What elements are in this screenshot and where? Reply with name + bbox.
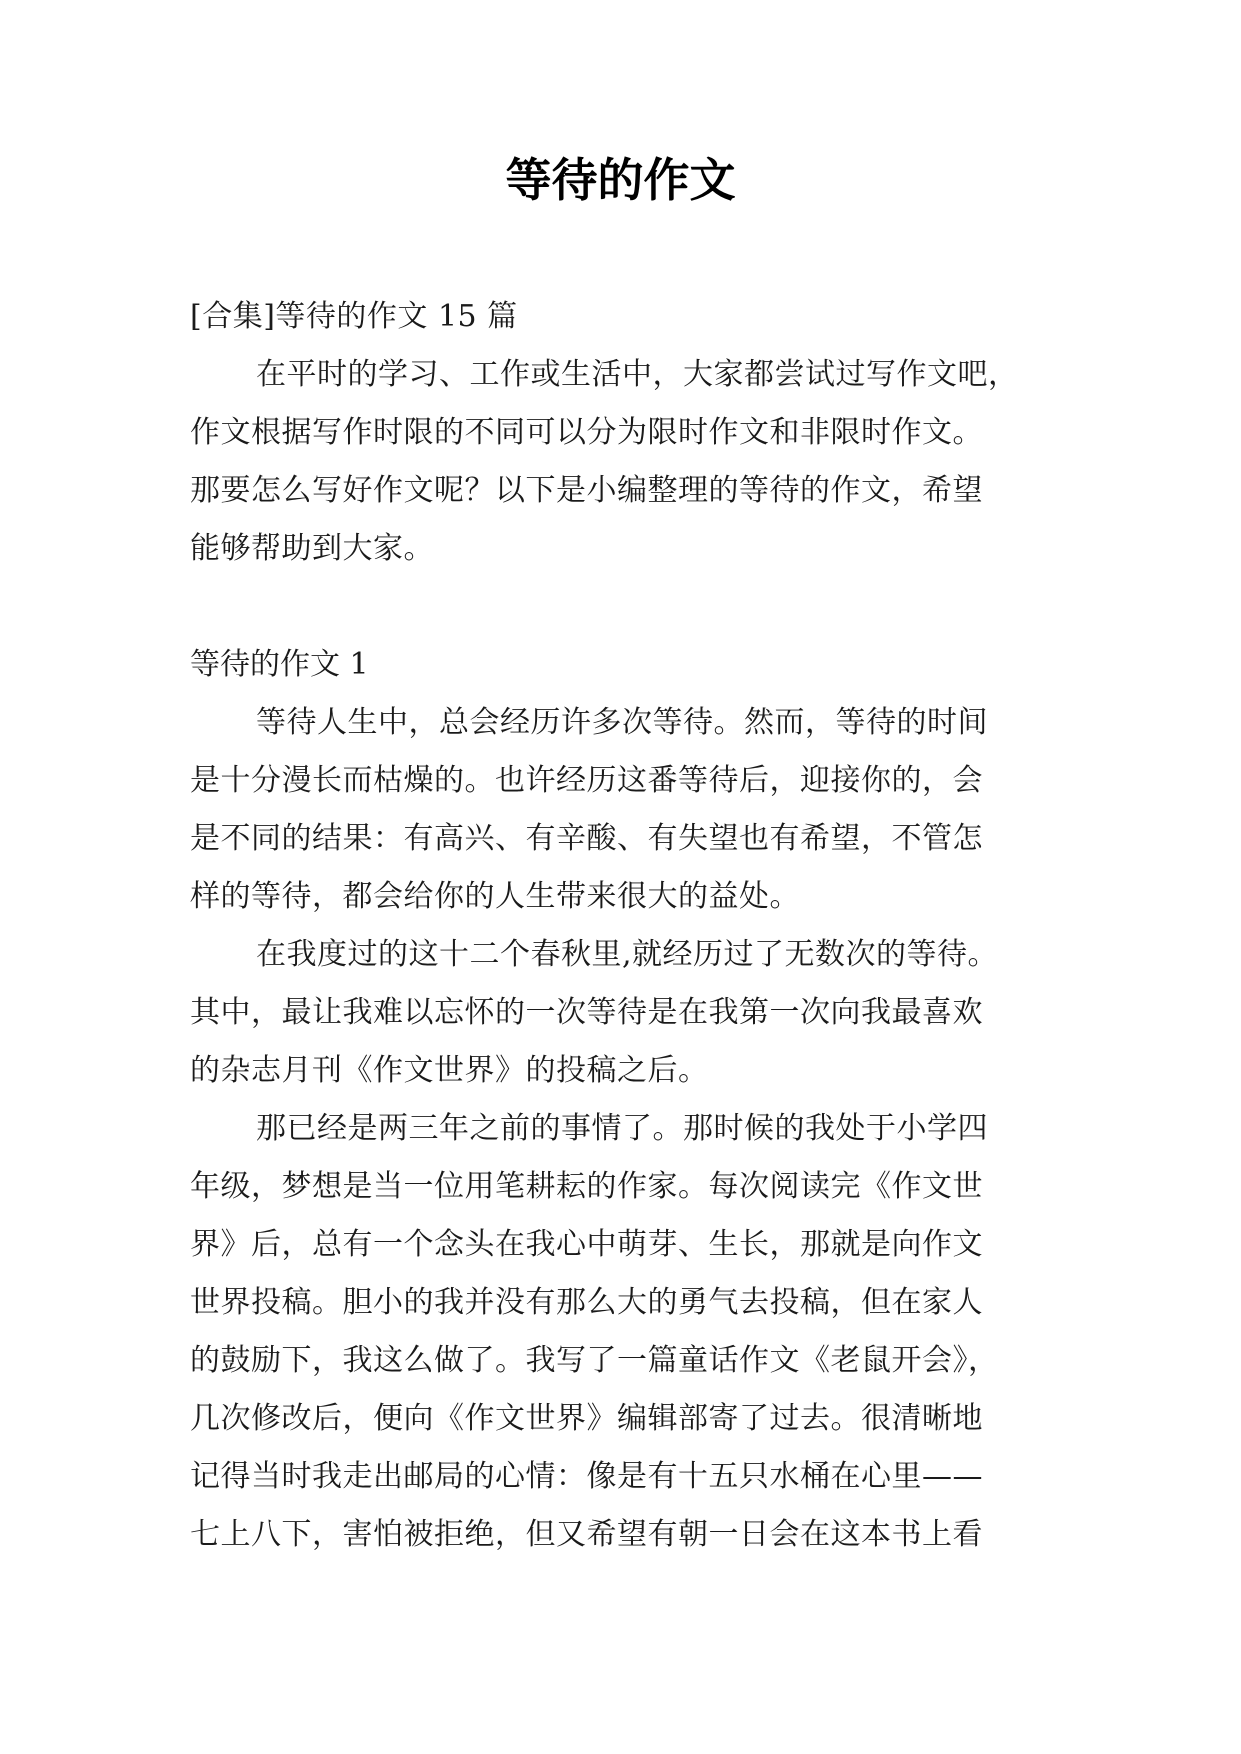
essay-paragraph xyxy=(190,926,1052,1100)
paragraph-line: 七上八下，害怕被拒绝，但又希望有朝一日会在这本书上看 xyxy=(190,1517,983,1552)
essay-paragraph xyxy=(190,694,1052,926)
document-body xyxy=(190,288,1052,1564)
document-title: 等待的作文 xyxy=(505,153,736,207)
paragraph-line: 是十分漫长而枯燥的。也许经历这番等待后，迎接你的，会 xyxy=(190,763,983,798)
paragraph-line: 能够帮助到大家。 xyxy=(190,531,434,566)
paragraph-line: 几次修改后，便向《作文世界》编辑部寄了过去。很清晰地 xyxy=(190,1401,983,1436)
paragraph-line: 作文根据写作时限的不同可以分为限时作文和非限时作文。 xyxy=(190,415,983,450)
paragraph-line: 世界投稿。胆小的我并没有那么大的勇气去投稿，但在家人 xyxy=(190,1285,983,1320)
paragraph-line: 的鼓励下，我这么做了。我写了一篇童话作文《老鼠开会》， xyxy=(190,1343,999,1378)
paragraph-line: 样的等待，都会给你的人生带来很大的益处。 xyxy=(190,879,800,914)
paragraph-line: 在我度过的这十二个春秋里,就经历过了无数次的等待。 xyxy=(256,937,999,972)
paragraph-line: 记得当时我走出邮局的心情：像是有十五只水桶在心里—— xyxy=(190,1459,983,1494)
paragraph-line: 那已经是两三年之前的事情了。那时候的我处于小学四 xyxy=(256,1111,988,1146)
paragraph-line: 的杂志月刊《作文世界》的投稿之后。 xyxy=(190,1053,709,1088)
section-spacer xyxy=(190,578,1052,636)
essay-heading: 等待的作文 1 xyxy=(190,647,369,682)
paragraph-line: 年级，梦想是当一位用笔耕耘的作家。每次阅读完《作文世 xyxy=(190,1169,983,1204)
paragraph-line: 其中，最让我难以忘怀的一次等待是在我第一次向我最喜欢 xyxy=(190,995,983,1030)
paragraph-line: 在平时的学习、工作或生活中，大家都尝试过写作文吧， xyxy=(256,357,1019,392)
paragraph-line: 那要怎么写好作文呢？以下是小编整理的等待的作文，希望 xyxy=(190,473,983,508)
collection-heading: [合集]等待的作文 15 篇 xyxy=(190,299,518,334)
essay-paragraph xyxy=(190,1100,1052,1564)
paragraph-line: 等待人生中，总会经历许多次等待。然而，等待的时间 xyxy=(256,705,988,740)
paragraph-line: 是不同的结果：有高兴、有辛酸、有失望也有希望，不管怎 xyxy=(190,821,983,856)
paragraph-line: 界》后，总有一个念头在我心中萌芽、生长，那就是向作文 xyxy=(190,1227,983,1262)
intro-paragraph xyxy=(190,346,1052,578)
